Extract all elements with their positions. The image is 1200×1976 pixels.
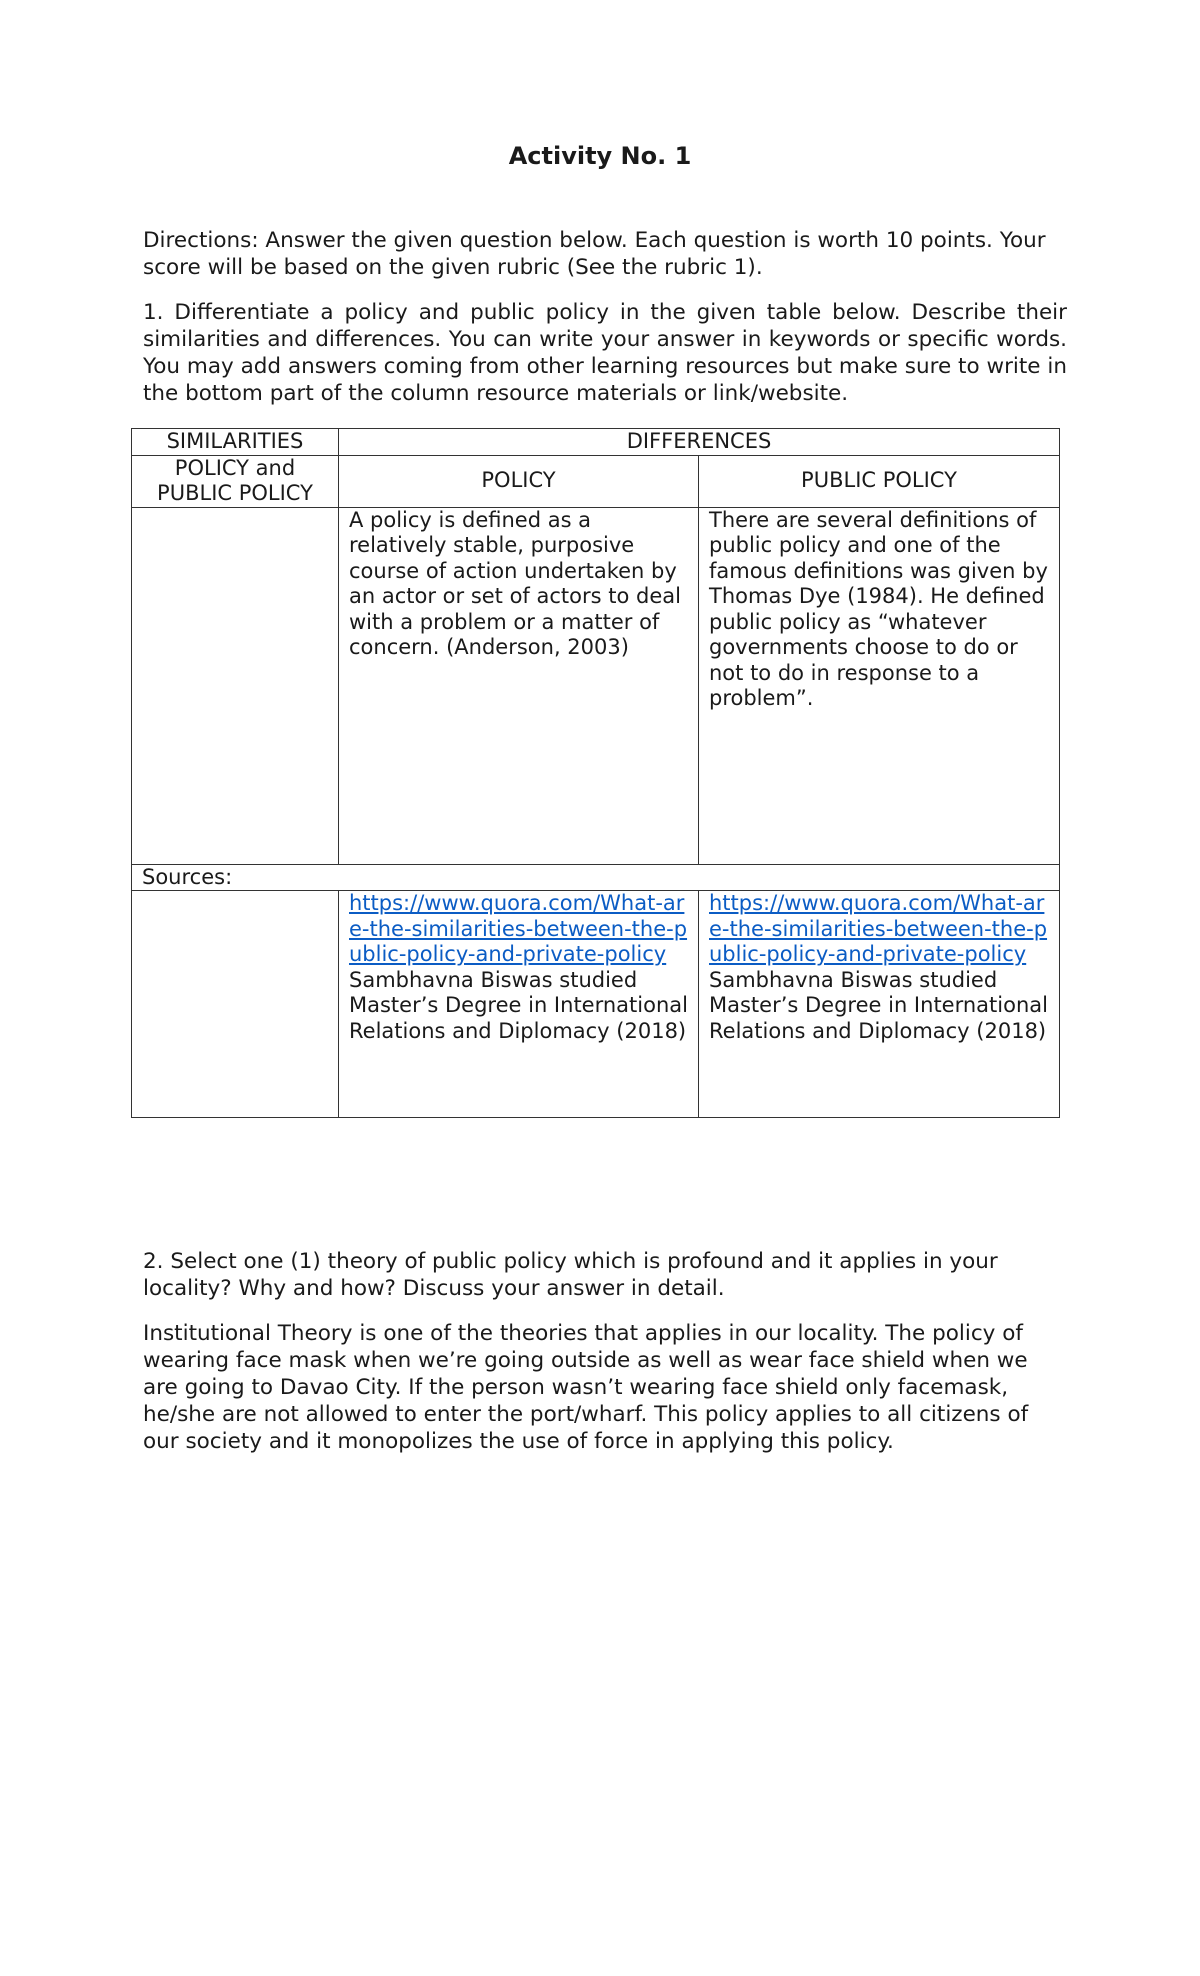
page-title: Activity No. 1 xyxy=(508,142,692,170)
public-policy-definition: There are several definitions of public policy and one of the famous definitions was given by Thomas Dye (1984). He defined public policy as “whatever governments choose to do or not to do in response to a problem”. xyxy=(699,507,1060,864)
sources-label: Sources: xyxy=(132,864,1060,891)
question-2-text: 2. Select one (1) theory of public policy which is profound and it applies in your locality? Why and how? Discuss your answer in detail. xyxy=(143,1249,998,1301)
answer-2-text: Institutional Theory is one of the theories that applies in our locality. The policy of wearing face mask when we’re going outside as well as wear face shield when we are going to Davao City. If the person wasn’t wearing face shield only facemask, he/she are not allowed to enter the port/wharf. This policy applies to all citizens of our society and it monopolizes the use of force in applying this policy. xyxy=(143,1321,1029,1454)
policy-source-cell xyxy=(339,891,699,1118)
sources-row xyxy=(132,864,1060,891)
sources-content-row xyxy=(132,891,1060,1118)
similarities-subheader: POLICY and PUBLIC POLICY xyxy=(132,455,339,507)
similarities-source-cell xyxy=(132,891,339,1118)
policy-header: POLICY xyxy=(339,455,699,507)
policy-source-link[interactable]: https://www.quora.com/What-are-the-similarities-between-the-public-policy-and-private-policy xyxy=(349,891,688,966)
policy-definition: A policy is defined as a relatively stable, purposive course of action undertaken by an actor or set of actors to deal with a problem or a matter of concern. (Anderson, 2003) xyxy=(339,507,699,864)
public-policy-header: PUBLIC POLICY xyxy=(699,455,1060,507)
question-1-text: 1. Differentiate a policy and public policy in the given table below. Describe their similarities and differences. You can write your answer in keywords or specific words. You may add answers coming from other learning resources but make sure to write in the bottom part of the column resource materials or link/website. xyxy=(143,300,1067,406)
comparison-table xyxy=(131,428,1060,1118)
public-policy-source-cell xyxy=(699,891,1060,1118)
similarities-header: SIMILARITIES xyxy=(132,429,339,456)
public-policy-source-link[interactable]: https://www.quora.com/What-are-the-similarities-between-the-public-policy-and-private-policy xyxy=(709,891,1048,966)
table-header-row xyxy=(132,429,1060,456)
policy-source-author: Sambhavna Biswas studied Master’s Degree in International Relations and Diplomacy (2018) xyxy=(349,967,688,1043)
directions-text: Directions: Answer the given question below. Each question is worth 10 points. Your score will be based on the given rubric (See the rubric 1). xyxy=(143,228,1046,280)
differences-header: DIFFERENCES xyxy=(339,429,1060,456)
similarities-cell xyxy=(132,507,339,864)
public-policy-source-author: Sambhavna Biswas studied Master’s Degree in International Relations and Diplomacy (2018) xyxy=(709,967,1048,1043)
table-content-row xyxy=(132,507,1060,864)
table-subheader-row xyxy=(132,455,1060,507)
